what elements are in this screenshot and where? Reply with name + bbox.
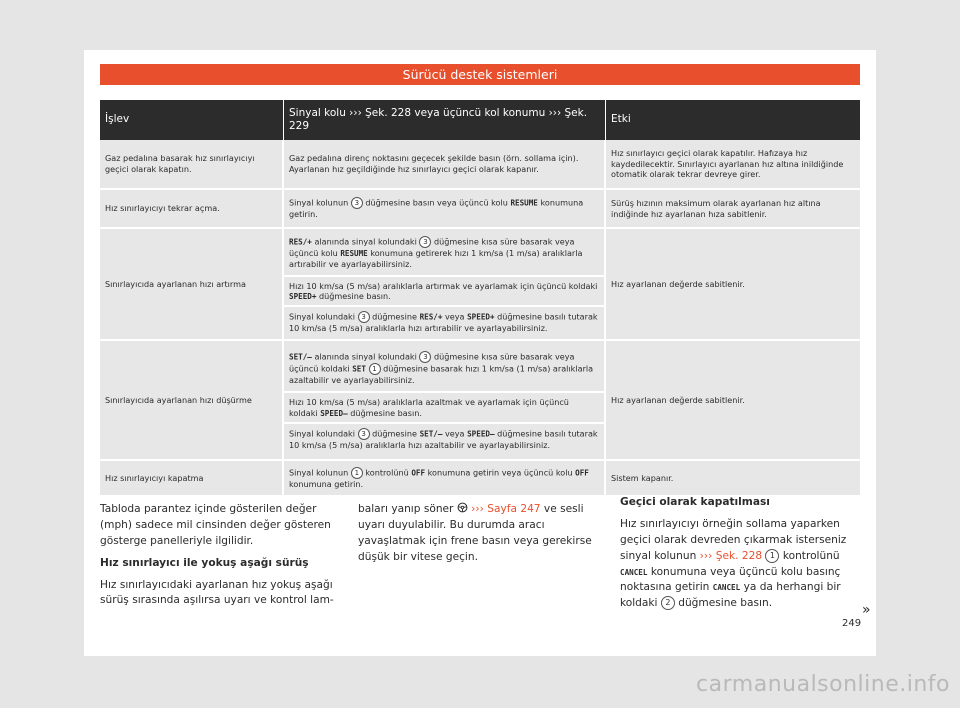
cell-control	[284, 229, 606, 341]
key-label: SPEED+	[289, 292, 317, 302]
cell-function: Sınırlayıcıda ayarlanan hızı artırma	[100, 229, 284, 341]
callout-badge: 3	[351, 197, 363, 209]
text: düğmesine basarak hızı 1 km/sa (1 m/sa) aralıklarla azaltabilir ve ayarlayabilirsiniz.	[289, 363, 594, 386]
header-function: İşlev	[100, 100, 284, 140]
key-label: SET/–	[419, 429, 443, 439]
cell-function: Hız sınırlayıcıyı tekrar açma.	[100, 190, 284, 229]
callout-badge: 2	[661, 596, 675, 610]
table-row	[100, 190, 860, 229]
key-label: SET	[352, 364, 366, 374]
cell-control: Gaz pedalına direnç noktasını geçecek şekilde basın (örn. sollama için). Ayarlanan hız geçildiğinde hız sınırlayıcı geçici olarak kapanır.	[284, 140, 606, 190]
text: Hızı 10 km/sa (5 m/sa) aralıklarla artırmak ve ayarlamak için üçüncü koldaki	[289, 280, 598, 291]
key-label: RES/+	[289, 237, 312, 247]
key-label: RES/+	[419, 312, 443, 322]
cell-control	[284, 461, 606, 497]
key-label: SPEED–	[320, 408, 348, 418]
body-paragraph: Hız sınırlayıcıdaki ayarlanan hız yokuş aşağı sürüş sırasında aşılırsa uyarı ve kontrol lam-	[100, 578, 334, 607]
page-number: 249	[842, 618, 862, 629]
text: konumuna veya üçüncü kolu basınç noktasına getirin	[620, 565, 841, 594]
control-paragraph	[289, 349, 599, 388]
text: düğmesine basın.	[350, 407, 422, 418]
key-label: OFF	[411, 468, 426, 478]
text: kontrolünü	[782, 549, 840, 562]
callout-badge: 3	[419, 351, 431, 363]
callout-badge: 1	[765, 549, 779, 563]
text: alanında sinyal kolundaki	[314, 236, 417, 247]
continue-arrow-icon: »	[862, 602, 871, 618]
control-paragraph	[289, 234, 599, 272]
steering-wheel-warning-icon	[457, 503, 471, 515]
table-row	[100, 140, 860, 190]
control-paragraph	[284, 391, 604, 419]
key-label: RESUME	[340, 248, 368, 258]
text: Sinyal kolundaki	[289, 428, 355, 439]
body-paragraph: Tabloda parantez içinde gösterilen değer (mph) sadece mil cinsinden değer gösteren gösterge panelleriyle ilgilidir.	[100, 503, 331, 547]
header-effect: Etki	[606, 100, 860, 140]
key-label: OFF	[575, 468, 589, 478]
callout-badge: 3	[419, 236, 431, 248]
body-paragraph	[620, 517, 860, 612]
text: konumuna getirerek hızı 1 km/sa (1 m/sa) aralıklarla artırabilir ve ayarlayabilirsiniz.	[289, 247, 583, 269]
cell-function: Hız sınırlayıcıyı kapatma	[100, 461, 284, 497]
text: düğmesine basın.	[319, 291, 391, 302]
text: Hız sınırlayıcıyı örneğin sollama yaparken geçici olarak devreden çıkarmak isterseniz sinyal kolunun	[620, 517, 847, 562]
key-label: CANCEL	[620, 567, 648, 577]
body-paragraph	[358, 502, 598, 566]
cell-effect: Hız ayarlanan değerde sabitlenir.	[606, 341, 860, 461]
callout-badge: 3	[358, 428, 370, 440]
text: alanında sinyal kolundaki	[314, 351, 417, 362]
header-control-text: Sinyal kolu ››› Şek. 228 veya üçüncü kol konumu ››› Şek. 229	[289, 106, 588, 132]
callout-badge: 3	[358, 311, 370, 323]
subheading: Hız sınırlayıcı ile yokuş aşağı sürüş	[100, 556, 309, 569]
cell-control	[284, 190, 606, 229]
text: baları yanıp söner	[358, 503, 454, 515]
watermark: carmanualsonline.info	[696, 672, 950, 697]
cell-function: Gaz pedalına basarak hız sınırlayıcıyı geçici olarak kapatın.	[100, 140, 284, 190]
header-control	[284, 100, 606, 140]
control-paragraph	[284, 305, 604, 334]
text: konumuna getirin veya üçüncü kolu	[427, 467, 573, 478]
section-title: Sürücü destek sistemleri	[100, 64, 860, 85]
text: düğmesine basılı tutarak 10 km/sa (5 m/sa) aralıklarla hızı artırabilir ve ayarlayabilirsiniz.	[289, 311, 598, 334]
text: düğmesine basılı tutarak 10 km/sa (5 m/sa) aralıklarla hızı azaltabilir ve ayarlayabilirsiniz.	[289, 428, 598, 450]
text: düğmesine kısa süre basarak veya üçüncü koldaki	[289, 351, 575, 374]
page-link[interactable]: ››› Sayfa 247	[471, 503, 541, 515]
figure-link[interactable]: ››› Şek. 228	[699, 549, 763, 562]
text: konumuna getirin.	[289, 478, 364, 489]
key-label: SPEED+	[467, 312, 495, 322]
cell-effect: Sürüş hızının maksimum olarak ayarlanan hız altına indiğinde hız ayarlanan hıza sabitlenir.	[606, 190, 860, 229]
text: Hızı 10 km/sa (5 m/sa) aralıklarla azaltmak ve ayarlamak için üçüncü koldaki	[289, 397, 569, 418]
text: ya da herhangi bir koldaki	[620, 581, 841, 610]
callout-badge: 1	[351, 467, 363, 479]
cell-effect: Sistem kapanır.	[606, 461, 860, 497]
text: konumuna getirin.	[289, 197, 584, 220]
text: veya	[445, 428, 465, 439]
text: düğmesine	[372, 311, 417, 322]
key-label: SET/–	[289, 352, 312, 362]
body-column-2	[358, 502, 598, 572]
key-label: RESUME	[510, 198, 538, 208]
text: veya	[445, 311, 465, 322]
text: Sinyal kolundaki	[289, 311, 355, 322]
table-header-row	[100, 100, 860, 140]
key-label: SPEED–	[467, 429, 495, 439]
subheading: Geçici olarak kapatılması	[620, 496, 770, 508]
body-column-1	[100, 502, 340, 615]
cell-effect: Hız ayarlanan değerde sabitlenir.	[606, 229, 860, 341]
key-label: CANCEL	[712, 583, 741, 593]
control-paragraph	[284, 422, 604, 451]
cell-control	[284, 341, 606, 461]
control-paragraph	[284, 275, 604, 303]
cell-function: Sınırlayıcıda ayarlanan hızı düşürme	[100, 341, 284, 461]
text: düğmesine kısa süre basarak veya üçüncü kolu	[289, 236, 575, 258]
text: düğmesine basın.	[678, 597, 773, 610]
function-table	[100, 100, 860, 497]
text: Sinyal kolunun	[289, 197, 349, 208]
text: kontrolünü	[365, 467, 409, 478]
body-column-3	[620, 495, 860, 618]
text: düğmesine	[372, 428, 417, 439]
text: düğmesine basın veya üçüncü kolu	[365, 197, 508, 208]
table-row	[100, 229, 860, 341]
table-row	[100, 341, 860, 461]
text: ve sesli uyarı duyulabilir. Bu durumda aracı yavaşlatmak için frene basın veya gerekirse düşük bir vitese geçin.	[358, 503, 592, 563]
cell-effect: Hız sınırlayıcı geçici olarak kapatılır. Hafızaya hız kaydedilecektir. Sınırlayıcı ayarlanan hız altına inildiğinde otomatik olarak tekrar devreye girer.	[606, 140, 860, 190]
callout-badge: 1	[369, 363, 381, 375]
text: Sinyal kolunun	[289, 467, 349, 478]
table-row	[100, 461, 860, 497]
